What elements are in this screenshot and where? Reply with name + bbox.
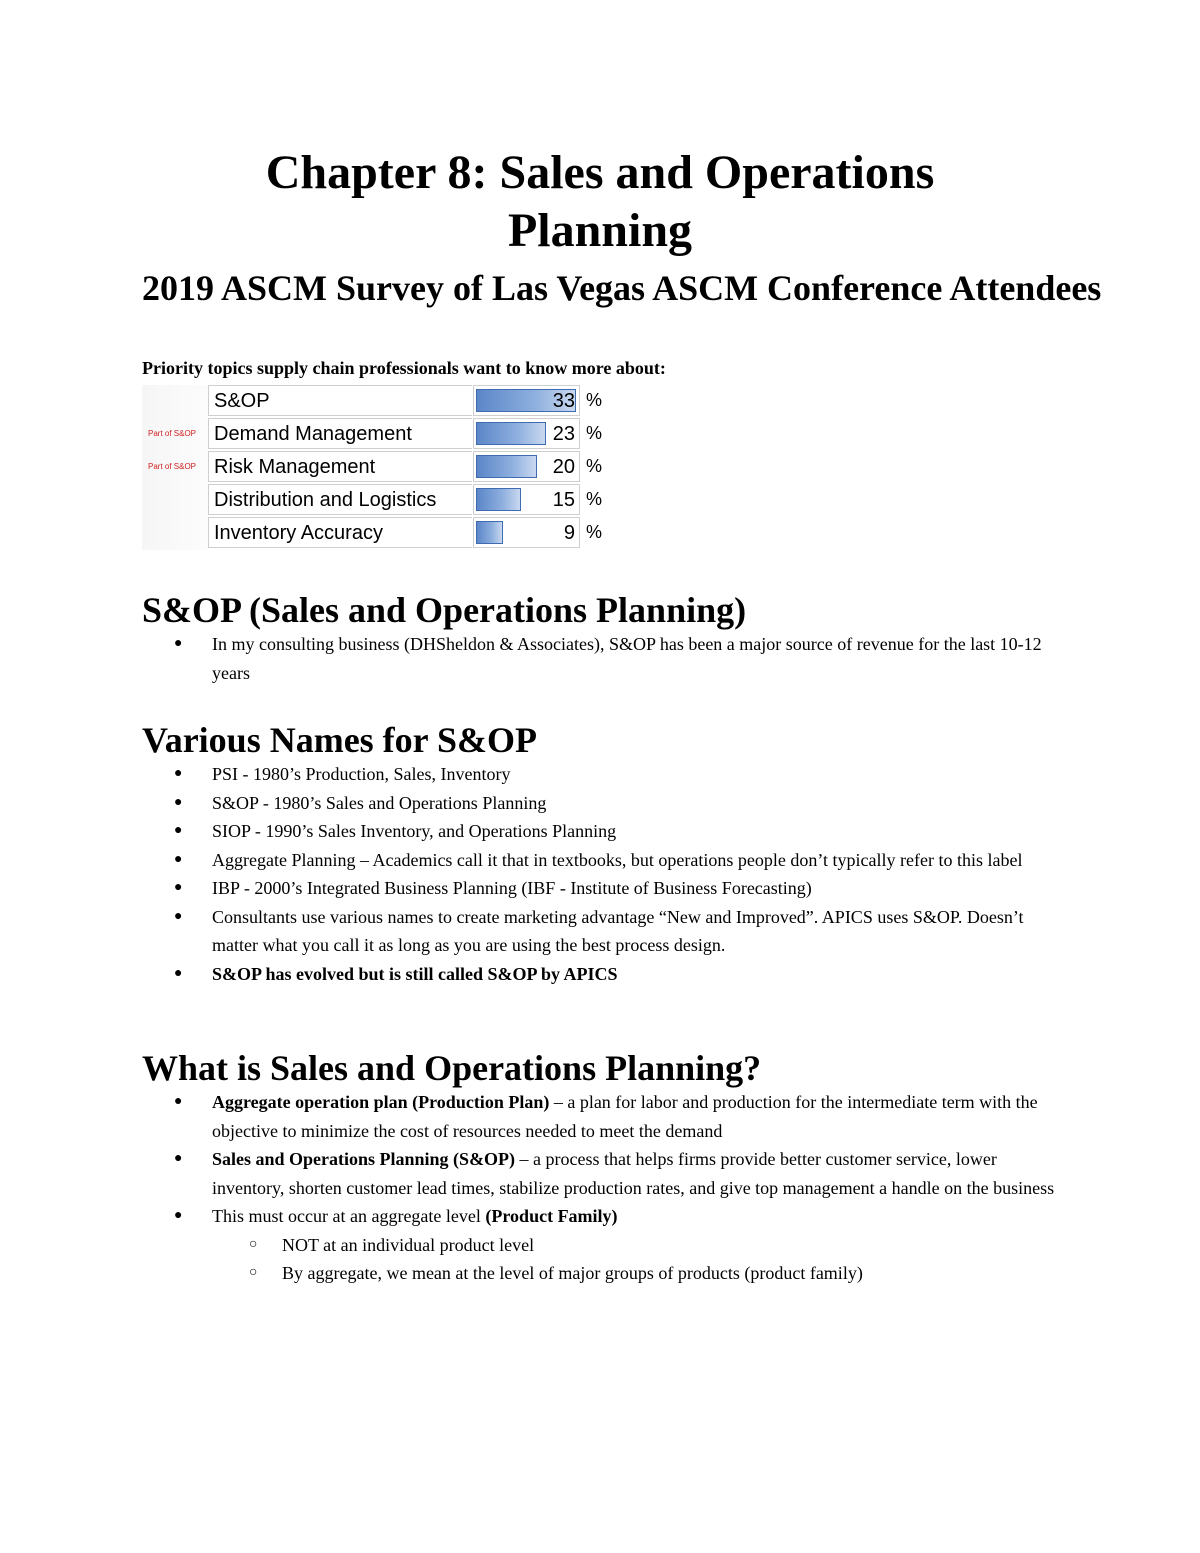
survey-row-label: S&OP <box>208 385 472 416</box>
list-item: ● Sales and Operations Planning (S&OP) – a process that helps firms provide better customer service, lower inventory, shorten customer lead times, stabilize production rates, and give top management a handle on the business <box>142 1145 1072 1202</box>
list-item: ● PSI - 1980’s Production, Sales, Inventory <box>142 760 1072 789</box>
bullet-icon: ● <box>174 823 183 838</box>
part-of-sop-note: Part of S&OP <box>148 429 197 438</box>
survey-row-label: Demand Management <box>208 418 472 449</box>
sub-list-item: ○ By aggregate, we mean at the level of major groups of products (product family) <box>212 1259 1072 1288</box>
hollow-bullet-icon: ○ <box>249 1236 258 1252</box>
survey-lead: Priority topics supply chain professionals want to know more about: <box>142 358 666 378</box>
survey-bar-cell <box>473 484 580 515</box>
survey-bar <box>476 521 503 544</box>
section-heading-sop: S&OP (Sales and Operations Planning) <box>142 590 747 630</box>
bullet-icon: ● <box>174 794 183 810</box>
list-item: ● SIOP - 1990’s Sales Inventory, and Operations Planning <box>142 817 1072 846</box>
survey-row-label: Risk Management <box>208 451 472 482</box>
list-item: ● In my consulting business (DHSheldon & Associates), S&OP has been a major source of revenue for the last 10-12 years <box>142 630 1072 687</box>
survey-value: 9 <box>563 522 575 544</box>
list-item: ● This must occur at an aggregate level (Product Family) ○ NOT at an individual product level ○ By aggregate, we mean at the level of major groups of products (product family) <box>142 1202 1072 1288</box>
list-item: ● Aggregate operation plan (Production Plan) – a plan for labor and production for the intermediate term with the objective to minimize the cost of resources needed to meet the demand <box>142 1088 1072 1145</box>
survey-table <box>142 385 612 550</box>
survey-bar-cell <box>473 517 580 548</box>
part-of-sop-note: Part of S&OP <box>148 462 197 471</box>
percent-sign: % <box>586 390 603 410</box>
bullet-icon: ● <box>174 636 183 651</box>
names-list <box>142 760 1072 988</box>
survey-value: 20 <box>552 456 575 478</box>
survey-value: 15 <box>552 489 575 511</box>
survey-bar <box>476 488 521 511</box>
survey-row <box>142 484 612 516</box>
bullet-icon: ● <box>174 1208 183 1223</box>
section-heading-names: Various Names for S&OP <box>142 720 537 760</box>
survey-value: 33 <box>552 390 575 412</box>
survey-value: 23 <box>552 423 575 445</box>
sub-list-item: ○ NOT at an individual product level <box>212 1231 1072 1260</box>
page-title-line1: Chapter 8: Sales and Operations <box>265 146 935 199</box>
list-item: ● IBP - 2000’s Integrated Business Planning (IBF - Institute of Business Forecasting) <box>142 874 1072 903</box>
list-item: ● S&OP - 1980’s Sales and Operations Planning <box>142 789 1072 818</box>
survey-bar <box>476 422 546 445</box>
sop-list <box>142 630 1072 687</box>
survey-bar-cell <box>473 451 580 482</box>
percent-sign: % <box>586 423 603 443</box>
bullet-icon: ● <box>174 965 183 981</box>
percent-sign: % <box>586 522 603 542</box>
list-item: ● Consultants use various names to create marketing advantage “New and Improved”. APICS uses S&OP. Doesn’t matter what you call it as long as you are using the best process design. <box>142 903 1072 960</box>
bullet-icon: ● <box>174 880 183 895</box>
survey-row <box>142 451 612 483</box>
survey-heading: 2019 ASCM Survey of Las Vegas ASCM Conference Attendees <box>142 268 1102 308</box>
percent-sign: % <box>586 489 603 509</box>
bullet-icon: ● <box>174 1094 183 1109</box>
hollow-bullet-icon: ○ <box>249 1265 258 1280</box>
survey-row-label: Distribution and Logistics <box>208 484 472 515</box>
page-title <box>0 144 1200 260</box>
survey-row <box>142 418 612 450</box>
sub-list <box>212 1231 1072 1288</box>
bullet-icon: ● <box>174 1151 183 1166</box>
survey-row <box>142 385 612 417</box>
survey-row <box>142 517 612 549</box>
survey-bar-cell <box>473 385 580 416</box>
bullet-icon: ● <box>174 851 183 867</box>
survey-bar-cell <box>473 418 580 449</box>
list-item: ● S&OP has evolved but is still called S&OP by APICS <box>142 960 1072 989</box>
percent-sign: % <box>586 456 603 476</box>
list-item: ● Aggregate Planning – Academics call it that in textbooks, but operations people don’t typically refer to this label <box>142 846 1072 875</box>
section-heading-what: What is Sales and Operations Planning? <box>142 1048 762 1088</box>
page-title-line2: Planning <box>507 204 693 257</box>
bullet-icon: ● <box>174 766 183 781</box>
bullet-icon: ● <box>174 908 183 924</box>
survey-row-label: Inventory Accuracy <box>208 517 472 548</box>
survey-bar <box>476 455 537 478</box>
what-list <box>142 1088 1072 1288</box>
